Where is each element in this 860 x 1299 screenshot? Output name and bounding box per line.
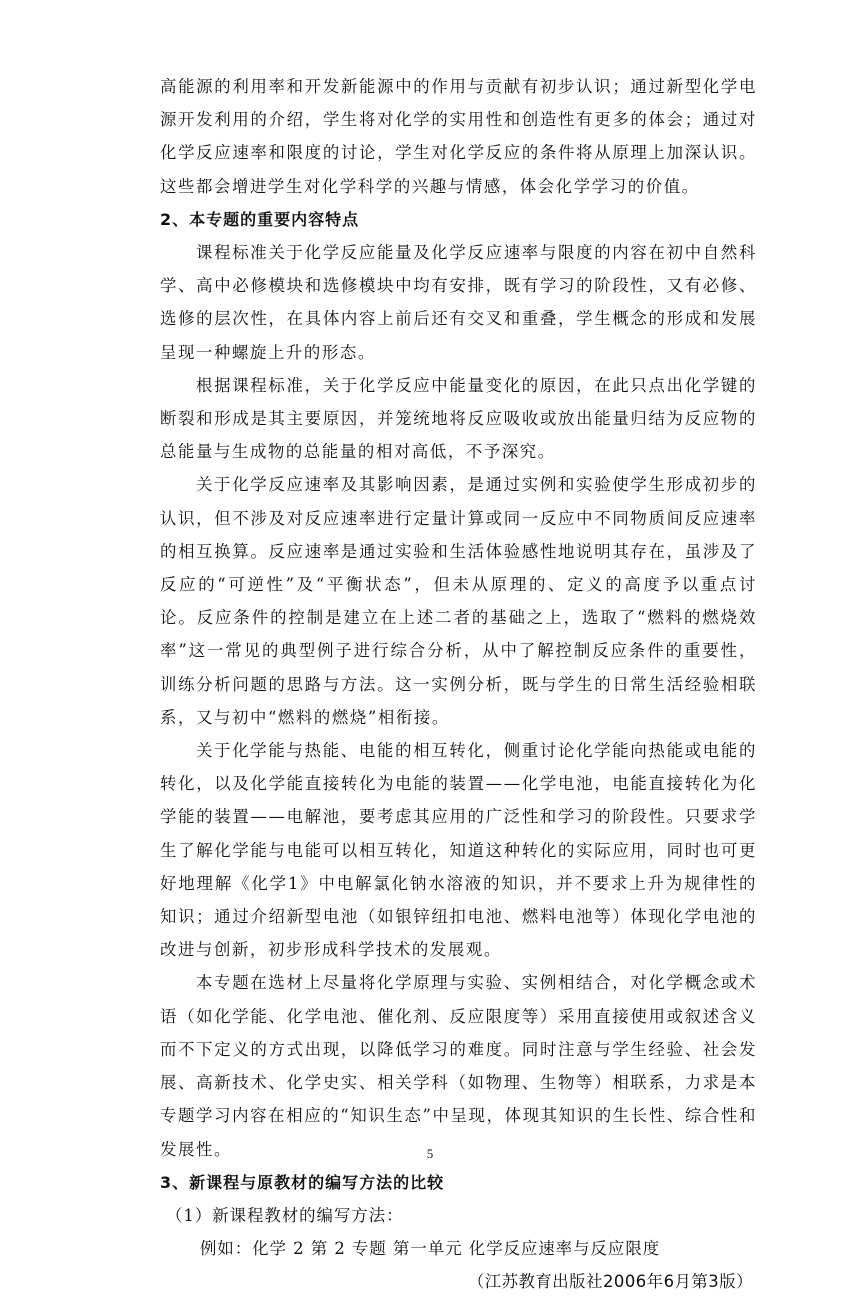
paragraph-energy-change: 根据课程标准，关于化学反应中能量变化的原因，在此只点出化学键的断裂和形成是其主要原因，并笼统地将反应吸收或放出能量归结为反应物的总能量与生成物的总能量的相对高低，不予深究。 bbox=[160, 375, 757, 462]
section-heading-3: 3、新课程与原教材的编写方法的比较 bbox=[160, 1172, 445, 1192]
source-citation: （江苏教育出版社2006年6月第3版） bbox=[467, 1272, 753, 1292]
paragraph-reaction-rate: 关于化学反应速率及其影响因素，是通过实例和实验使学生形成初步的认识，但不涉及对反应速率进行定量计算或同一反应中不同物质间反应速率的相互换算。反应速率是通过实验和生活体验感性地说明其存在，虽涉及了反应的“可逆性”及“平衡状态”，但未从原理的、定义的高度予以重点讨论。反应条件的控制是建立在上述二者的基础之上，选取了“燃料的燃烧效率”这一常见的典型例子进行综合分析，从中了解控制反应条件的重要性，训练分析问题的思路与方法。这一实例分析，既与学生的日常生活经验相联系，又与初中“燃料的燃烧”相衔接。 bbox=[160, 475, 757, 727]
example-line: 例如：化学 2 第 2 专题 第一单元 化学反应速率与反应限度 bbox=[200, 1239, 661, 1259]
paragraph-curriculum-standard: 课程标准关于化学反应能量及化学反应速率与限度的内容在初中自然科学、高中必修模块和选修模块中均有安排，既有学习的阶段性，又有必修、选修的层次性，在具体内容上前后还有交叉和重叠，学生概念的形成和发展呈现一种螺旋上升的形态。 bbox=[160, 243, 757, 362]
paragraph-material-selection: 本专题在选材上尽量将化学原理与实验、实例相结合，对化学概念或术语（如化学能、化学电池、催化剂、反应限度等）采用直接使用或叙述含义而不下定义的方式出现，以降低学习的难度。同时注意与学生经验、社会发展、高新技术、化学史实、相关学科（如物理、生物等）相联系，力求是本专题学习内容在相应的“知识生态”中呈现，体现其知识的生长性、综合性和发展性。 bbox=[160, 973, 757, 1159]
paragraph-intro-continued: 高能源的利用率和开发新能源中的作用与贡献有初步认识；通过新型化学电源开发利用的介绍，学生将对化学的实用性和创造性有更多的体会；通过对化学反应速率和限度的讨论，学生对化学反应的条件将从原理上加深认识。这些都会增进学生对化学科学的兴趣与情感，体会化学学习的价值。 bbox=[160, 77, 757, 196]
paragraph-energy-conversion: 关于化学能与热能、电能的相互转化，侧重讨论化学能向热能或电能的转化，以及化学能直接转化为电能的装置——化学电池，电能直接转化为化学能的装置——电解池，要考虑其应用的广泛性和学习的阶段性。只要求学生了解化学能与电能可以相互转化，知道这种转化的实际应用，同时也可更好地理解《化学1》中电解氯化钠水溶液的知识，并不要求上升为规律性的知识；通过介绍新型电池（如银锌纽扣电池、燃料电池等）体现化学电池的改进与创新，初步形成科学技术的发展观。 bbox=[160, 741, 757, 960]
section-heading-2: 2、本专题的重要内容特点 bbox=[160, 209, 360, 229]
subsection-heading-1: （1）新课程教材的编写方法： bbox=[166, 1205, 404, 1225]
page-number: 5 bbox=[426, 1146, 434, 1161]
